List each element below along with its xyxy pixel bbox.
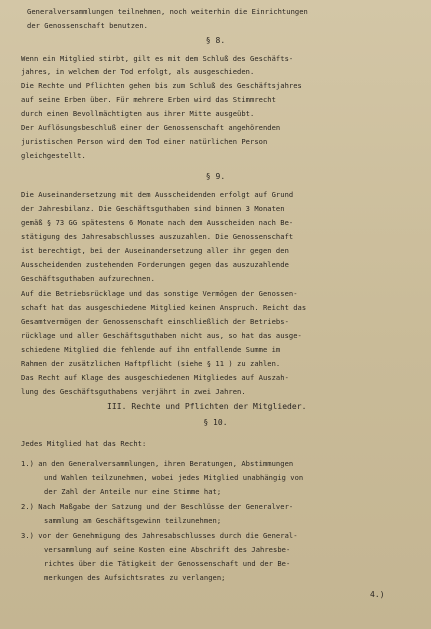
text-line: lung des Geschäftsguthabens verjährt in zwei Jahren.: [21, 387, 246, 396]
continuation-marker: 4.): [370, 590, 385, 599]
text-line: der Zahl der Anteile nur eine Stimme hat;: [44, 487, 222, 496]
text-line: gleichgestellt.: [21, 151, 86, 160]
text-line: Gesamtvermögen der Genossenschaft einschließlich der Betriebs-: [21, 317, 289, 326]
text-line: jahres, in welchem der Tod erfolgt, als ausgeschieden.: [21, 67, 255, 76]
text-line: Geschäftsguthaben aufzurechnen.: [21, 274, 155, 283]
text-line: merkungen des Aufsichtsrates zu verlangen;: [44, 573, 226, 582]
text-line: Ausscheidenden zustehenden Forderungen gegen das auszuzahlende: [21, 260, 289, 269]
text-line: rücklage und aller Geschäftsguthaben nicht aus, so hat das ausge-: [21, 331, 302, 340]
text-line: durch einen Bevollmächtigten aus ihrer Mitte ausgeübt.: [21, 109, 255, 118]
text-line: Rahmen der zusätzlichen Haftpflicht (siehe § 11 ) zu zahlen.: [21, 359, 281, 368]
section-heading-9: § 9.: [205, 172, 226, 181]
text-line: der Genossenschaft benutzen.: [27, 21, 148, 30]
text-line: der Jahresbilanz. Die Geschäftsguthaben sind binnen 3 Monaten: [21, 204, 285, 213]
list-item-3: 3.) vor der Genehmigung des Jahresabschlusses durch die General-: [21, 531, 298, 540]
text-line: Die Auseinandersetzung mit dem Ausscheidenden erfolgt auf Grund: [21, 190, 294, 199]
chapter-heading-III: III. Rechte und Pflichten der Mitglieder.: [107, 402, 307, 411]
text-line: Generalversammlungen teilnehmen, noch weiterhin die Einrichtungen: [27, 7, 308, 16]
section-heading-8: § 8.: [205, 36, 226, 45]
text-line: ist berechtigt, bei der Auseinandersetzung aller ihr gegen den: [21, 246, 289, 255]
text-line: und Wahlen teilzunehmen, wobei jedes Mitglied unabhängig von: [44, 473, 304, 482]
text-line: Jedes Mitglied hat das Recht:: [21, 439, 147, 448]
text-line: Der Auflösungsbeschluß einer der Genossenschaft angehörenden: [21, 123, 281, 132]
text-line: stätigung des Jahresabschlusses auszuzahlen. Die Genossenschaft: [21, 232, 294, 241]
text-line: auf seine Erben über. Für mehrere Erben wird das Stimmrecht: [21, 95, 276, 104]
list-item-1: 1.) an den Generalversammlungen, ihren Beratungen, Abstimmungen: [21, 459, 294, 468]
text-line: Wenn ein Mitglied stirbt, gilt es mit dem Schluß des Geschäfts-: [21, 54, 294, 63]
section-heading-10: § 10.: [203, 418, 228, 427]
text-line: Die Rechte und Pflichten gehen bis zum Schluß des Geschäftsjahres: [21, 81, 302, 90]
list-item-2: 2.) Nach Maßgabe der Satzung und der Beschlüsse der Generalver-: [21, 502, 294, 511]
text-line: schiedene Mitglied die fehlende auf ihn entfallende Summe im: [21, 345, 281, 354]
text-line: gemäß § 73 GG spätestens 6 Monate nach dem Ausscheiden nach Be-: [21, 218, 294, 227]
text-line: juristischen Person wird dem Tod einer natürlichen Person: [21, 137, 268, 146]
text-line: Auf die Betriebsrücklage und das sonstige Vermögen der Genossen-: [21, 289, 298, 298]
text-line: sammlung am Geschäftsgewinn teilzunehmen;: [44, 516, 222, 525]
text-line: schaft hat das ausgeschiedene Mitglied keinen Anspruch. Reicht das: [21, 303, 307, 312]
text-line: richtes über die Tätigkeit der Genossenschaft und der Be-: [44, 559, 291, 568]
text-line: Das Recht auf Klage des ausgeschiedenen Mitgliedes auf Auszah-: [21, 373, 289, 382]
text-line: versammlung auf seine Kosten eine Abschrift des Jahresbe-: [44, 545, 291, 554]
